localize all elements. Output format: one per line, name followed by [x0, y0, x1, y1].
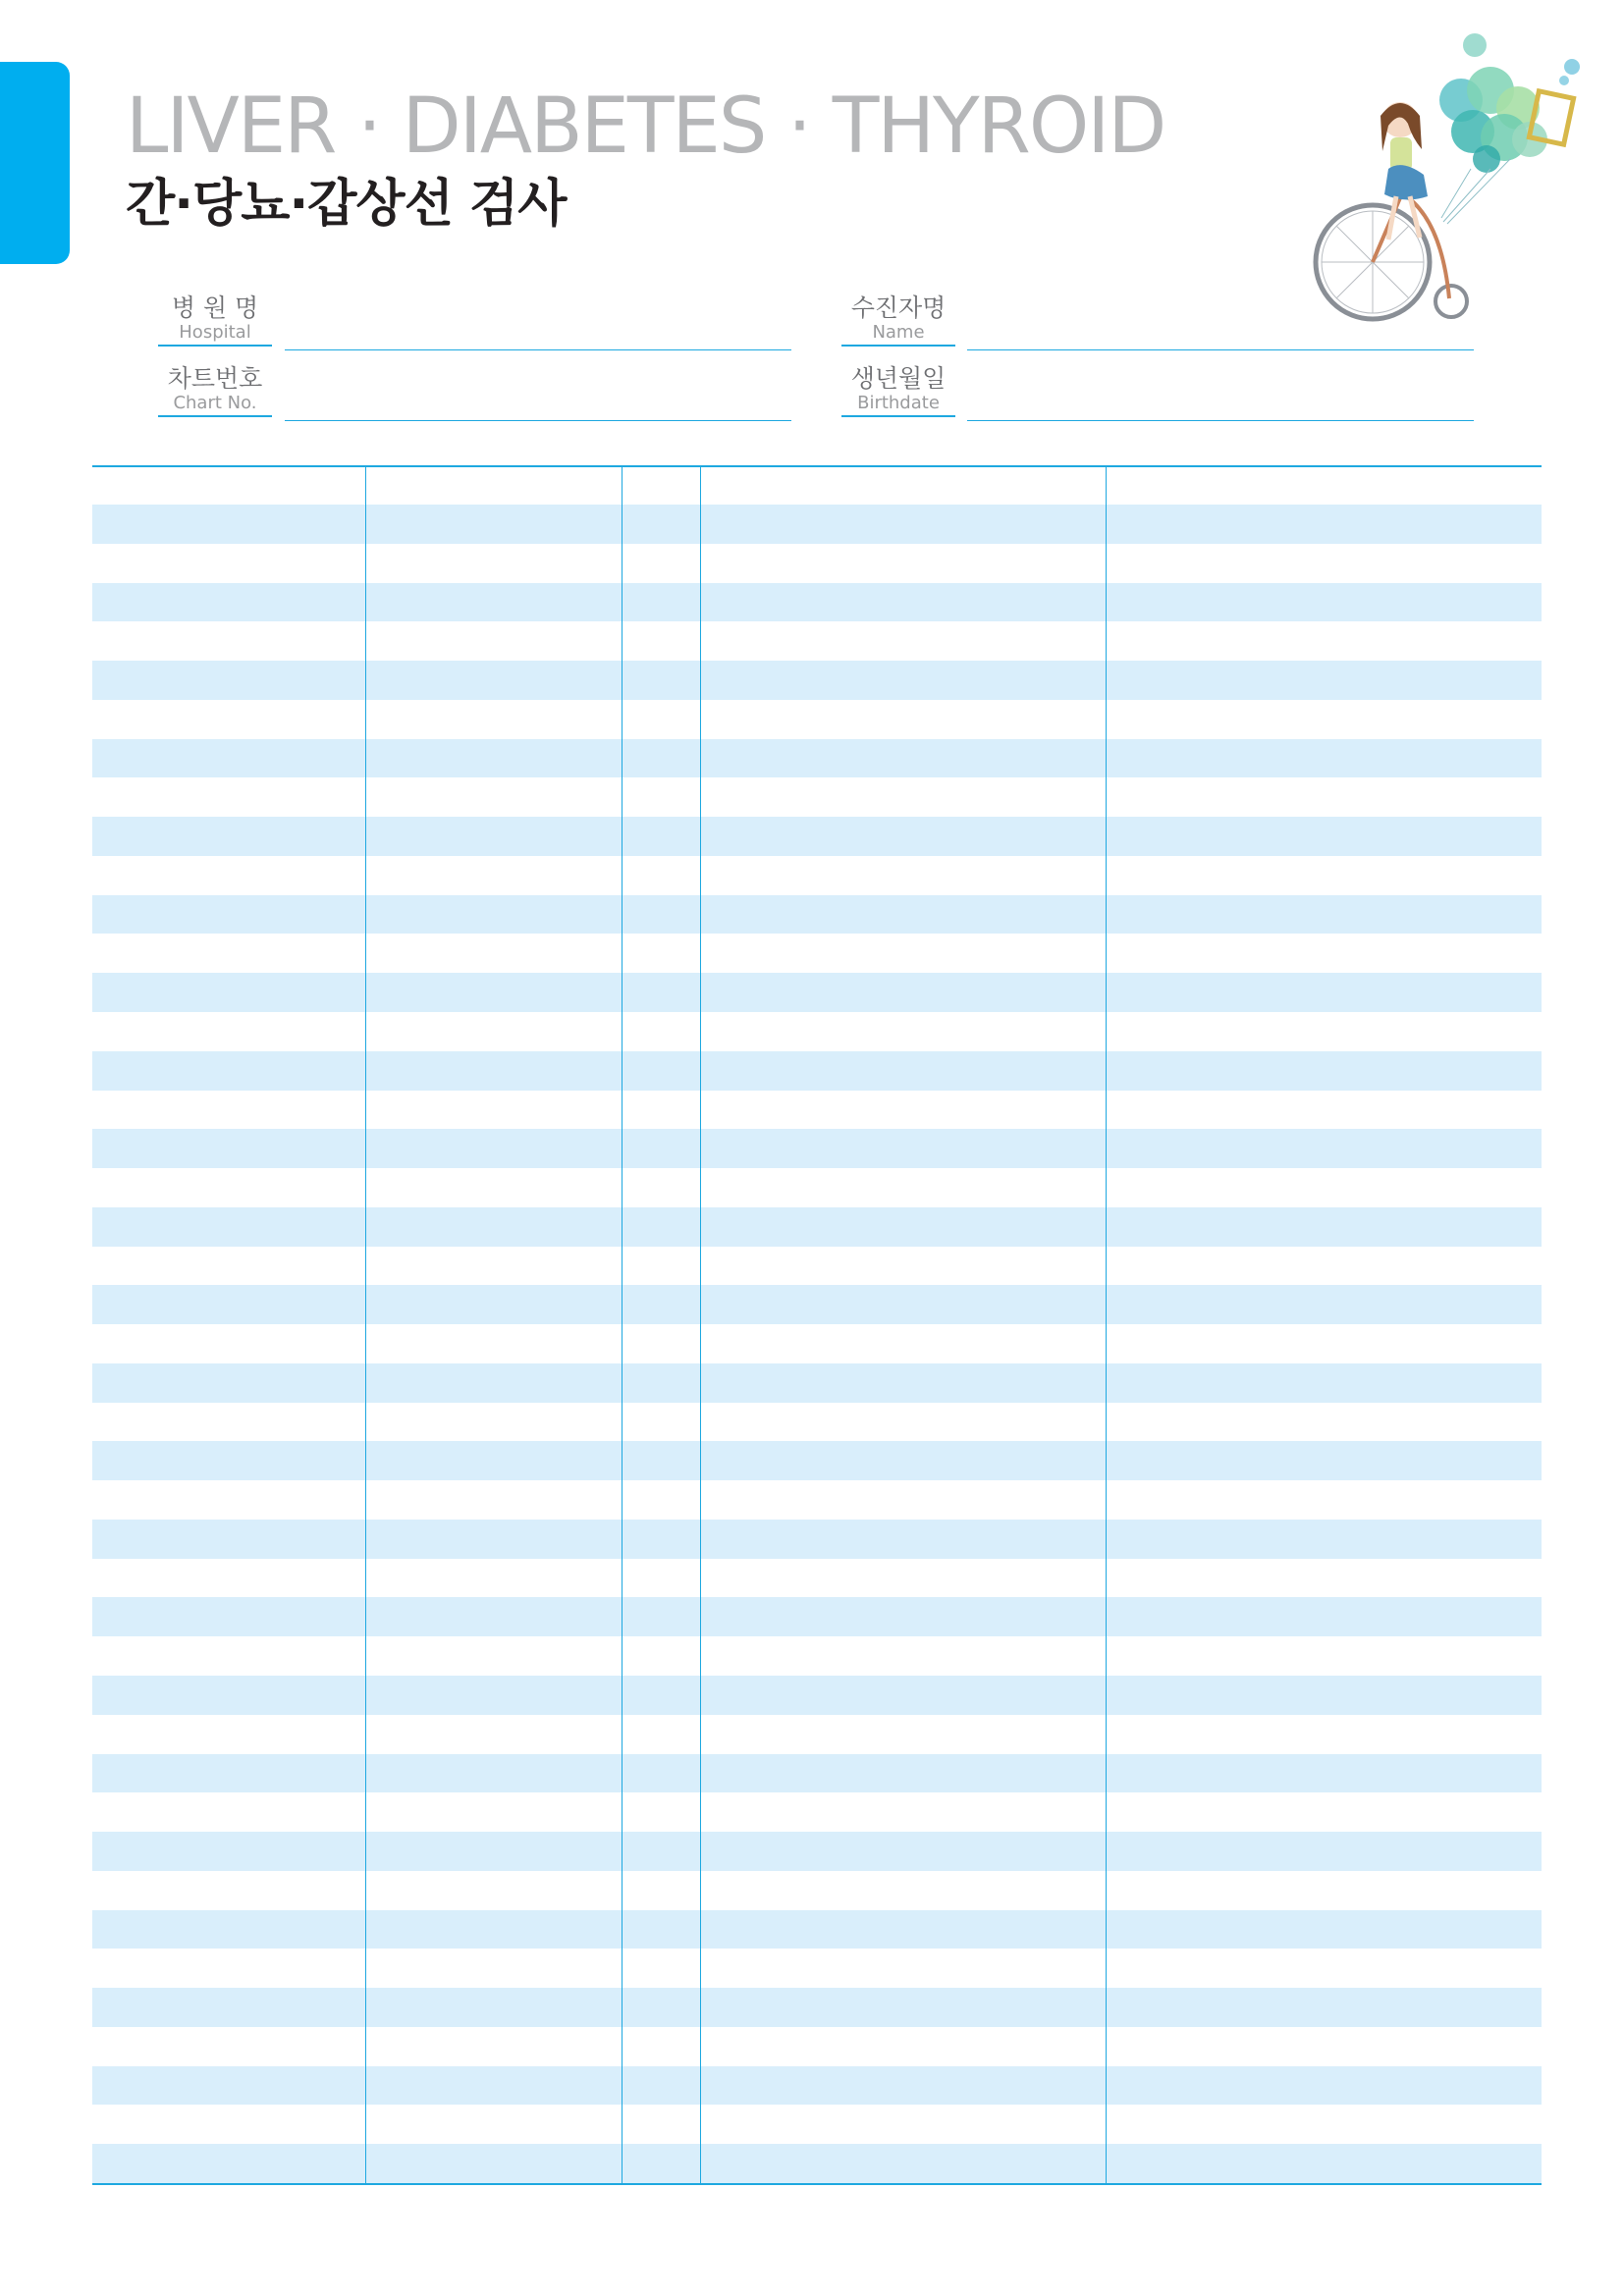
table-row[interactable] — [92, 621, 1542, 661]
table-row[interactable] — [92, 1129, 1542, 1168]
table-bottom-rule — [92, 2183, 1542, 2185]
table-row[interactable] — [92, 700, 1542, 739]
table-row[interactable] — [92, 1597, 1542, 1636]
table-row[interactable] — [92, 934, 1542, 973]
table-row[interactable] — [92, 1636, 1542, 1676]
table-row[interactable] — [92, 583, 1542, 622]
hospital-label — [158, 294, 272, 347]
table-row[interactable] — [92, 1441, 1542, 1480]
title-english: LIVER · DIABETES · THYROID — [126, 82, 1165, 171]
table-row[interactable] — [92, 1247, 1542, 1286]
table-row[interactable] — [92, 1520, 1542, 1559]
column-divider — [622, 465, 623, 2185]
chart-no-label-en: Chart No. — [173, 393, 257, 413]
column-divider — [365, 465, 366, 2185]
table-row[interactable] — [92, 505, 1542, 544]
table-row[interactable] — [92, 1403, 1542, 1442]
name-label — [841, 294, 955, 347]
table-row[interactable] — [92, 1091, 1542, 1130]
table-row[interactable] — [92, 1988, 1542, 2027]
hospital-input-line[interactable] — [285, 349, 791, 350]
column-divider — [700, 465, 701, 2185]
table-row[interactable] — [92, 2144, 1542, 2183]
hospital-label-en: Hospital — [179, 322, 251, 343]
table-row[interactable] — [92, 2105, 1542, 2144]
name-label-ko: 수진자명 — [850, 294, 947, 322]
birthdate-label-ko: 생년월일 — [850, 364, 947, 393]
table-row[interactable] — [92, 544, 1542, 583]
table-row[interactable] — [92, 1207, 1542, 1247]
table-top-rule — [92, 465, 1542, 467]
side-accent-tab — [0, 62, 70, 264]
table-row[interactable] — [92, 1832, 1542, 1871]
name-label-en: Name — [872, 322, 925, 343]
table-row[interactable] — [92, 661, 1542, 700]
table-row[interactable] — [92, 1792, 1542, 1832]
hospital-label-ko: 병 원 명 — [171, 294, 259, 322]
birthdate-label-en: Birthdate — [857, 393, 940, 413]
column-divider — [1106, 465, 1107, 2185]
table-row[interactable] — [92, 973, 1542, 1012]
table-row[interactable] — [92, 1559, 1542, 1598]
chart-no-label-ko: 차트번호 — [167, 364, 263, 393]
title-korean: 간·당뇨·갑상선 검사 — [126, 175, 567, 234]
birthdate-label — [841, 365, 955, 417]
table-row[interactable] — [92, 1324, 1542, 1363]
table-row[interactable] — [92, 2027, 1542, 2066]
table-row[interactable] — [92, 1363, 1542, 1403]
table-row[interactable] — [92, 1676, 1542, 1715]
table-row[interactable] — [92, 2066, 1542, 2106]
table-row[interactable] — [92, 1168, 1542, 1207]
chart-no-label — [158, 365, 272, 417]
table-row[interactable] — [92, 739, 1542, 778]
table-row[interactable] — [92, 895, 1542, 934]
table-row[interactable] — [92, 1871, 1542, 1910]
table-row[interactable] — [92, 1949, 1542, 1988]
name-input-line[interactable] — [967, 349, 1474, 350]
birthdate-input-line[interactable] — [967, 420, 1474, 421]
table-row[interactable] — [92, 1012, 1542, 1051]
table-row[interactable] — [92, 1910, 1542, 1949]
table-row[interactable] — [92, 1754, 1542, 1793]
table-row[interactable] — [92, 856, 1542, 895]
girl-on-bicycle-with-balloons-illustration — [1294, 22, 1608, 336]
chart-no-input-line[interactable] — [285, 420, 791, 421]
table-row[interactable] — [92, 1480, 1542, 1520]
table-row[interactable] — [92, 1285, 1542, 1324]
table-row[interactable] — [92, 1051, 1542, 1091]
table-row[interactable] — [92, 817, 1542, 856]
table-row[interactable] — [92, 1715, 1542, 1754]
table-row[interactable] — [92, 777, 1542, 817]
results-table — [92, 465, 1542, 2185]
